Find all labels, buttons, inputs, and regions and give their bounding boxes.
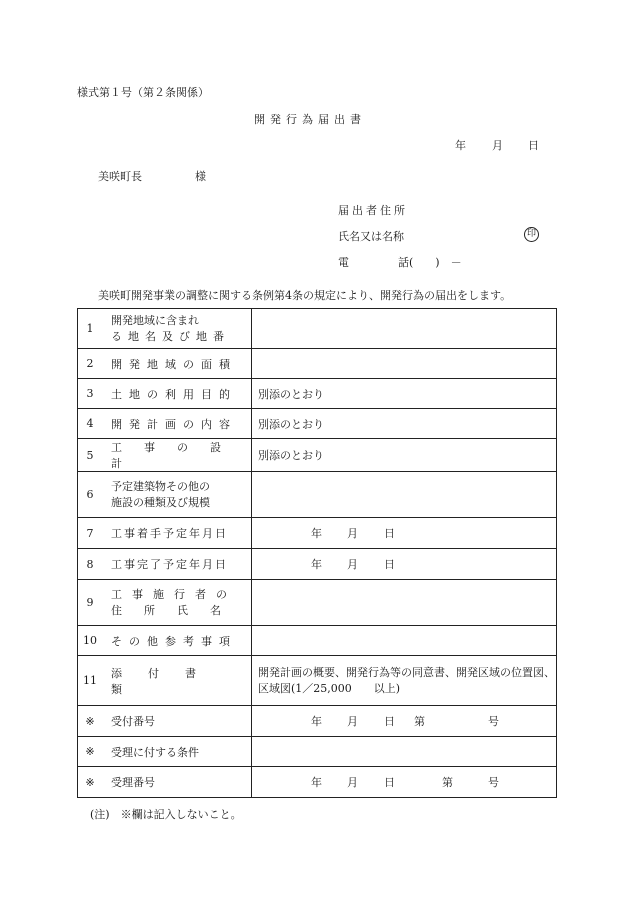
- row-value[interactable]: 別添のとおり: [252, 439, 557, 472]
- date-month: 月: [347, 715, 358, 728]
- number-suffix: 号: [488, 776, 499, 789]
- addressee: 美咲町長: [98, 170, 142, 183]
- row-number: 10: [78, 626, 103, 656]
- row-number: 8: [78, 549, 103, 580]
- date-day: 日: [384, 715, 395, 728]
- row-label-text: 開発計画の内容: [111, 417, 237, 431]
- row-label-text: 工事完了予定年月日: [111, 558, 228, 571]
- intro-text: 美咲町開発事業の調整に関する条例第4条の規定により、開発行為の届出をします。: [98, 289, 512, 302]
- table-row: [78, 626, 557, 656]
- table-row: [78, 656, 557, 706]
- row-label: 受付番号: [102, 706, 252, 737]
- row-number: 5: [78, 439, 103, 472]
- table-row: [78, 737, 557, 767]
- row-value[interactable]: 別添のとおり: [252, 379, 557, 409]
- row-label: [102, 409, 252, 439]
- row-number: 7: [78, 518, 103, 549]
- date-year: 年: [311, 776, 322, 789]
- date-month: 月: [492, 139, 503, 152]
- row-value[interactable]: [252, 472, 557, 518]
- date-day: 日: [384, 527, 395, 540]
- table-row: [78, 349, 557, 379]
- row-label-text: 添付書類: [111, 666, 222, 696]
- row-date-value[interactable]: [252, 549, 557, 580]
- row-number: ※: [78, 706, 103, 737]
- row-value[interactable]: [252, 309, 557, 349]
- row-label-text: その他参考事項: [111, 634, 237, 648]
- date-day: 日: [384, 776, 395, 789]
- row-label-line: 施設の種類及び規模: [111, 495, 210, 509]
- row-value[interactable]: [252, 656, 557, 706]
- row-label-text: 開発地域の面積: [111, 357, 237, 371]
- number-prefix: 第: [414, 715, 425, 728]
- applicant-name-label: 氏名又は名称: [338, 230, 404, 243]
- row-number: 2: [78, 349, 103, 379]
- row-date-number-value[interactable]: [252, 706, 557, 737]
- table-row: [78, 472, 557, 518]
- row-label-line: 開発地域に含まれ: [111, 313, 199, 327]
- document-title: 開発行為届出書: [254, 113, 366, 126]
- row-value[interactable]: [252, 626, 557, 656]
- row-label: [102, 309, 252, 349]
- date-day: 日: [384, 558, 395, 571]
- date-day: 日: [528, 139, 539, 152]
- row-label: [102, 580, 252, 626]
- row-label: [102, 439, 252, 472]
- row-date-value[interactable]: [252, 518, 557, 549]
- row-value[interactable]: [252, 580, 557, 626]
- date-year: 年: [311, 558, 322, 571]
- row-label: [102, 549, 252, 580]
- row-label: 受理番号: [102, 767, 252, 798]
- row-number: ※: [78, 737, 103, 767]
- date-month: 月: [347, 558, 358, 571]
- row-label: [102, 518, 252, 549]
- row-value-line: 開発計画の概要、開発行為等の同意書、開発区域の位置図、: [258, 665, 555, 679]
- row-value[interactable]: [252, 737, 557, 767]
- row-value[interactable]: [252, 349, 557, 379]
- phone-label-1: 電: [338, 256, 349, 269]
- row-number: 11: [78, 656, 103, 706]
- form-number: 様式第１号（第２条関係）: [77, 86, 209, 99]
- row-label: 受理に付する条件: [102, 737, 252, 767]
- table-row: [78, 309, 557, 349]
- row-label: [102, 656, 252, 706]
- table-row: [78, 439, 557, 472]
- number-prefix: 第: [442, 776, 453, 789]
- row-number: 3: [78, 379, 103, 409]
- table-row: [78, 580, 557, 626]
- table-row: [78, 767, 557, 798]
- honorific: 様: [195, 170, 206, 183]
- row-number: 4: [78, 409, 103, 439]
- row-label-text: 土地の利用目的: [111, 387, 237, 401]
- row-value[interactable]: 別添のとおり: [252, 409, 557, 439]
- row-label-text: 工事着手予定年月日: [111, 527, 228, 540]
- row-label-line: 工事施行者の: [111, 587, 237, 601]
- row-value-line: 区域図(1／25,000 以上): [258, 681, 401, 695]
- date-year: 年: [311, 715, 322, 728]
- footer-note: (注) ※欄は記入しないこと。: [90, 808, 242, 821]
- row-label: [102, 349, 252, 379]
- date-year: 年: [455, 139, 466, 152]
- row-number: ※: [78, 767, 103, 798]
- table-row: [78, 549, 557, 580]
- row-label-text: 工事の設計: [111, 441, 243, 470]
- row-label-line: る地名及び地番: [111, 329, 230, 343]
- row-number: 9: [78, 580, 103, 626]
- table-row: [78, 706, 557, 737]
- row-number: 1: [78, 309, 103, 349]
- row-number: 6: [78, 472, 103, 518]
- row-date-number-value[interactable]: [252, 767, 557, 798]
- table-row: [78, 409, 557, 439]
- applicant-address-label: 届出者住所: [338, 204, 408, 217]
- phone-label-2: 話( ) －: [398, 256, 462, 269]
- row-label: [102, 626, 252, 656]
- table-row: [78, 379, 557, 409]
- form-table: [77, 308, 557, 798]
- date-month: 月: [347, 776, 358, 789]
- number-suffix: 号: [488, 715, 499, 728]
- row-label-line: 予定建築物その他の: [111, 479, 210, 493]
- date-month: 月: [347, 527, 358, 540]
- seal-mark: [524, 226, 539, 242]
- row-label-line: 住所氏名: [111, 603, 243, 617]
- seal-icon: 印: [524, 227, 539, 242]
- row-label: [102, 472, 252, 518]
- table-row: [78, 518, 557, 549]
- date-year: 年: [311, 527, 322, 540]
- row-label: [102, 379, 252, 409]
